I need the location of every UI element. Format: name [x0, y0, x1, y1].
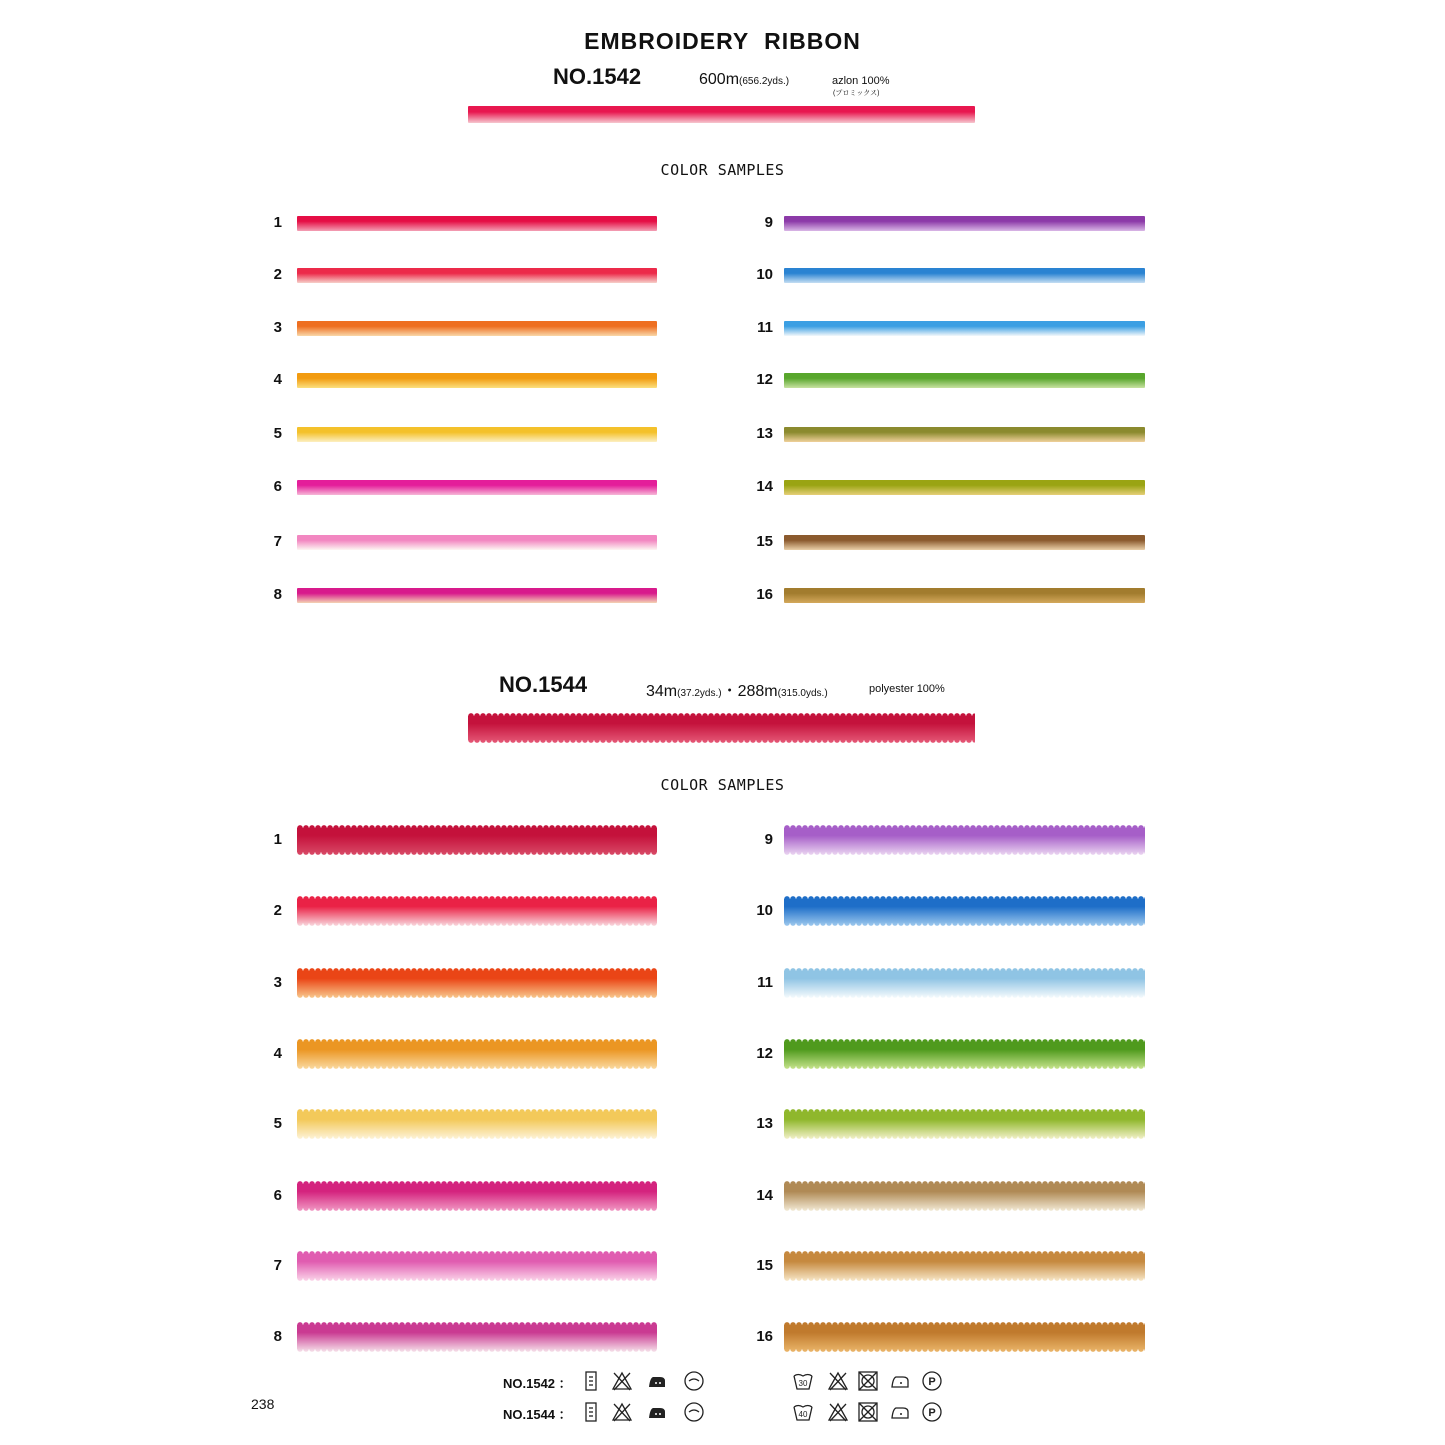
product-1544-length-b: 288m [737, 683, 778, 700]
sample-ribbon-swatch [297, 968, 657, 998]
sample-number: 5 [273, 425, 282, 442]
dryclean-p-icon [921, 1370, 943, 1392]
sample-number: 10 [756, 902, 773, 919]
no-dryclean-icon [683, 1370, 705, 1392]
sample-number: 9 [764, 214, 773, 231]
sample-ribbon-swatch [784, 1322, 1145, 1352]
sample-number: 7 [273, 533, 282, 550]
sample-number: 5 [273, 1115, 282, 1132]
sample-number: 12 [756, 1045, 773, 1062]
product-1542-length-yds: (656.2yds.) [739, 76, 790, 87]
svg-text:30: 30 [798, 1379, 808, 1388]
no-tumble-dry-icon [857, 1401, 879, 1423]
sample-ribbon-swatch [784, 896, 1145, 926]
sample-number: 13 [756, 1115, 773, 1132]
sample-ribbon-swatch [297, 1109, 657, 1139]
sample-ribbon-swatch [297, 427, 657, 442]
label-icon [580, 1370, 602, 1392]
sample-ribbon-swatch [784, 1039, 1145, 1069]
sample-ribbon-swatch [784, 427, 1145, 442]
sample-number: 6 [273, 1187, 282, 1204]
wash-30-icon [792, 1370, 814, 1392]
sample-number: 8 [273, 1328, 282, 1345]
sample-ribbon-swatch [297, 321, 657, 336]
product-1542-length-m: 600m [699, 71, 740, 88]
sample-number: 14 [756, 478, 773, 495]
page-number: 238 [251, 1396, 275, 1412]
no-bleach-icon [611, 1401, 633, 1423]
sample-number: 3 [273, 319, 282, 336]
sample-ribbon-swatch [297, 825, 657, 855]
sample-number: 16 [756, 1328, 773, 1345]
product-1544-length-b-yds: (315.0yds.) [777, 688, 828, 699]
sample-ribbon-swatch [297, 1181, 657, 1211]
no-bleach-icon [611, 1370, 633, 1392]
sample-number: 11 [757, 974, 773, 991]
sample-number: 4 [273, 371, 282, 388]
dryclean-p-icon [921, 1401, 943, 1423]
sample-number: 3 [273, 974, 282, 991]
product-1544-number: NO.1544 [499, 672, 588, 697]
care-label-1542: NO.1542 ： [503, 1376, 572, 1391]
color-samples-title-1542: COLOR SAMPLES [660, 161, 785, 179]
sample-ribbon-swatch [297, 268, 657, 283]
sample-number: 10 [756, 266, 773, 283]
sample-ribbon-swatch [784, 216, 1145, 231]
svg-text:40: 40 [798, 1410, 808, 1419]
sample-ribbon-swatch [297, 588, 657, 603]
sample-number: 6 [273, 478, 282, 495]
no-dryclean-icon [683, 1401, 705, 1423]
product-1544-material: polyester 100% [869, 683, 945, 695]
sample-number: 2 [273, 266, 282, 283]
sample-ribbon-swatch [784, 1181, 1145, 1211]
product-1544-length [646, 678, 828, 701]
sample-number: 13 [756, 425, 773, 442]
product-1544-length-a: 34m [646, 683, 678, 700]
sample-ribbon-swatch [297, 1322, 657, 1352]
sample-ribbon-swatch [784, 1251, 1145, 1281]
sample-number: 12 [756, 371, 773, 388]
sample-ribbon-swatch [784, 968, 1145, 998]
iron-low-icon [889, 1370, 911, 1392]
sample-number: 15 [756, 533, 773, 550]
sample-number: 2 [273, 902, 282, 919]
product-1542-number: NO.1542 [553, 64, 642, 89]
no-bleach-icon [827, 1401, 849, 1423]
sample-ribbon-swatch [297, 216, 657, 231]
sample-number: 15 [756, 1257, 773, 1274]
sample-number: 7 [273, 1257, 282, 1274]
sample-ribbon-swatch [784, 1109, 1145, 1139]
sample-ribbon-swatch [784, 321, 1145, 336]
product-1544-length-a-yds: (37.2yds.) [677, 688, 722, 699]
sample-number: 1 [273, 831, 282, 848]
care-label-1544: NO.1544 ： [503, 1407, 572, 1422]
product-1542-material: azlon 100% [832, 75, 890, 87]
sample-number: 14 [756, 1187, 773, 1204]
sample-ribbon-swatch [297, 896, 657, 926]
sample-ribbon-swatch [784, 480, 1145, 495]
sample-ribbon-swatch [297, 535, 657, 550]
sample-ribbon-swatch [297, 1251, 657, 1281]
sample-number: 16 [756, 586, 773, 603]
iron-medium-icon [646, 1401, 668, 1423]
iron-medium-icon [646, 1370, 668, 1392]
iron-low-icon [889, 1401, 911, 1423]
sample-number: 9 [764, 831, 773, 848]
sample-ribbon-swatch [297, 480, 657, 495]
sample-ribbon-swatch [784, 825, 1145, 855]
product-1542-length [699, 71, 789, 89]
sample-number: 1 [273, 214, 282, 231]
sample-ribbon-swatch [784, 373, 1145, 388]
no-tumble-dry-icon [857, 1370, 879, 1392]
product-1544-swatch [468, 713, 975, 743]
color-samples-title-1544: COLOR SAMPLES [660, 776, 785, 794]
wash-40-icon [792, 1401, 814, 1423]
product-1542-material-brand: (プロミックス) [833, 90, 880, 97]
sample-ribbon-swatch [784, 588, 1145, 603]
product-1544-length-separator: ・ [721, 683, 738, 700]
sample-number: 4 [273, 1045, 282, 1062]
label-icon [580, 1401, 602, 1423]
sample-number: 8 [273, 586, 282, 603]
sample-ribbon-swatch [784, 268, 1145, 283]
sample-ribbon-swatch [297, 1039, 657, 1069]
product-1542-swatch [468, 106, 975, 123]
svg-text:P: P [928, 1407, 936, 1419]
page-title: EMBROIDERY RIBBON [584, 28, 861, 54]
sample-ribbon-swatch [297, 373, 657, 388]
sample-ribbon-swatch [784, 535, 1145, 550]
no-bleach-icon [827, 1370, 849, 1392]
svg-text:P: P [928, 1376, 936, 1388]
sample-number: 11 [757, 319, 773, 336]
